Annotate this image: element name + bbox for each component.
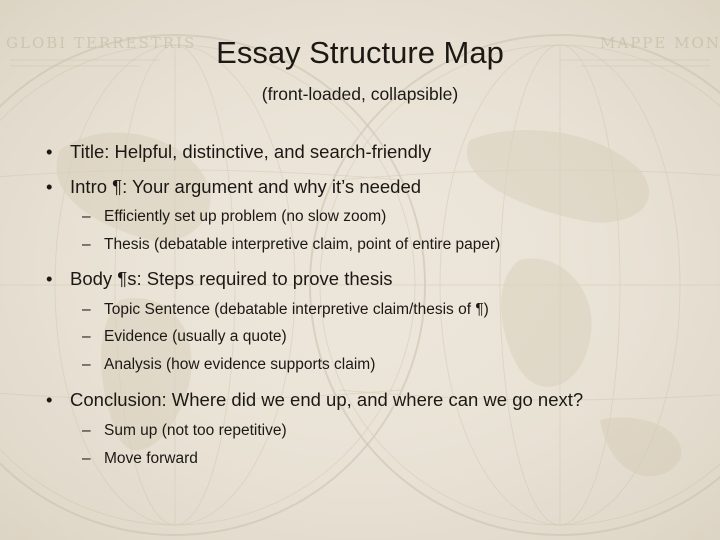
bullet-marker: • [46,389,53,410]
bullet-text: Conclusion: Where did we end up, and where can we go next? [70,389,584,410]
sub-bullet-marker: – [82,301,91,318]
bullet-marker: • [46,141,53,162]
sub-bullet-text: Sum up (not too repetitive) [104,422,287,439]
bullet-item [46,140,431,164]
sub-bullet-text: Move forward [104,450,198,467]
bullet-item [46,175,421,199]
bullet-marker: • [46,176,53,197]
sub-bullet-text: Topic Sentence (debatable interpretive claim/thesis of ¶) [104,301,489,318]
sub-bullet-marker: – [82,328,91,345]
sub-bullet-marker: – [82,356,91,373]
bullet-item [46,388,583,412]
bullet-text: Intro ¶: Your argument and why it’s needed [70,176,422,197]
sub-bullet-item [82,207,387,227]
sub-bullet-item [82,355,376,375]
slide-title: Essay Structure Map [216,35,504,70]
sub-bullet-item [82,421,287,441]
sub-bullet-item [82,327,287,347]
bullet-text: Title: Helpful, distinctive, and search-friendly [70,141,432,162]
sub-bullet-item [82,449,198,469]
bullet-marker: • [46,268,53,289]
bullet-text: Body ¶s: Steps required to prove thesis [70,268,393,289]
sub-bullet-text: Thesis (debatable interpretive claim, point of entire paper) [104,236,501,253]
sub-bullet-text: Analysis (how evidence supports claim) [104,356,376,373]
sub-bullet-text: Evidence (usually a quote) [104,328,287,345]
slide-subtitle: (front-loaded, collapsible) [261,84,459,104]
sub-bullet-text: Efficiently set up problem (no slow zoom) [104,208,387,225]
sub-bullet-marker: – [82,450,91,467]
sub-bullet-marker: – [82,208,91,225]
bullet-item [46,267,393,291]
sub-bullet-item [82,235,501,255]
sub-bullet-item [82,300,489,320]
sub-bullet-marker: – [82,422,91,439]
sub-bullet-marker: – [82,236,91,253]
